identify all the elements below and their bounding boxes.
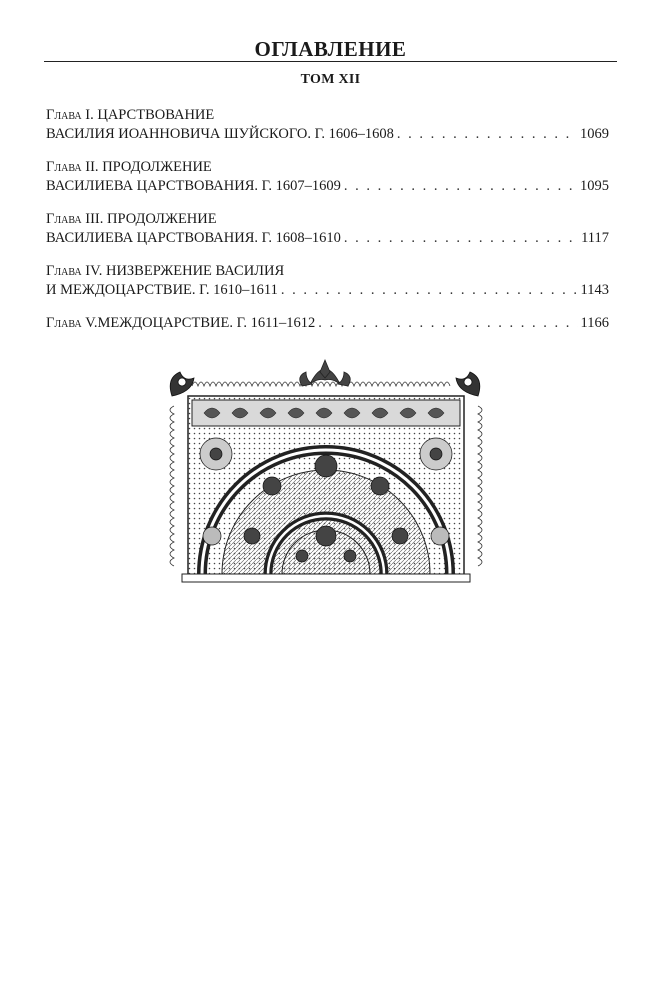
page-number: 1143 bbox=[580, 282, 609, 298]
page-number: 1166 bbox=[580, 315, 609, 331]
chapter-title-line2: ВАСИЛИЕВА ЦАРСТВОВАНИЯ. Г. 1608–1610 bbox=[46, 230, 341, 246]
page-title-block bbox=[44, 36, 617, 62]
chapter-title-line2: И МЕЖДОЦАРСТВИЕ. Г. 1610–1611 bbox=[46, 282, 278, 298]
toc-entry-1[interactable] bbox=[46, 106, 609, 144]
ornamental-headpiece-icon bbox=[152, 356, 498, 592]
chapter-title-line2: ВАСИЛИЕВА ЦАРСТВОВАНИЯ. Г. 1607–1609 bbox=[46, 178, 341, 194]
page-title: ОГЛАВЛЕНИЕ bbox=[254, 37, 407, 61]
chapter-title-line1: МЕЖДОЦАРСТВИЕ. Г. 1611–1612 bbox=[97, 315, 316, 331]
table-of-contents bbox=[46, 106, 609, 347]
page-number: 1069 bbox=[580, 126, 609, 142]
title-rule bbox=[44, 61, 617, 62]
chapter-prefix: Глава I. bbox=[46, 107, 98, 123]
leader-dots bbox=[344, 177, 577, 196]
leader-dots bbox=[344, 229, 578, 248]
chapter-prefix: Глава IV. bbox=[46, 263, 106, 279]
leader-dots bbox=[397, 125, 577, 144]
chapter-title-line1: НИЗВЕРЖЕНИЕ ВАСИЛИЯ bbox=[105, 263, 285, 279]
toc-entry-5[interactable] bbox=[46, 314, 609, 333]
chapter-prefix: Глава II. bbox=[46, 159, 103, 175]
toc-entry-4[interactable] bbox=[46, 262, 609, 300]
leader-dots bbox=[318, 314, 577, 333]
chapter-prefix: Глава V. bbox=[46, 315, 98, 331]
chapter-title-line2: ВАСИЛИЯ ИОАННОВИЧА ШУЙСКОГО. Г. 1606–1608 bbox=[46, 126, 394, 142]
page-number: 1117 bbox=[581, 230, 609, 246]
toc-entry-3[interactable] bbox=[46, 210, 609, 248]
leader-dots bbox=[281, 281, 578, 300]
toc-entry-2[interactable] bbox=[46, 158, 609, 196]
volume-label: ТОМ XII bbox=[300, 72, 361, 87]
chapter-title-line1: ПРОДОЛЖЕНИЕ bbox=[107, 211, 217, 227]
chapter-title-line1: ЦАРСТВОВАНИЕ bbox=[97, 107, 215, 123]
page-number: 1095 bbox=[580, 178, 609, 194]
chapter-title-line1: ПРОДОЛЖЕНИЕ bbox=[102, 159, 212, 175]
chapter-prefix: Глава III. bbox=[46, 211, 108, 227]
